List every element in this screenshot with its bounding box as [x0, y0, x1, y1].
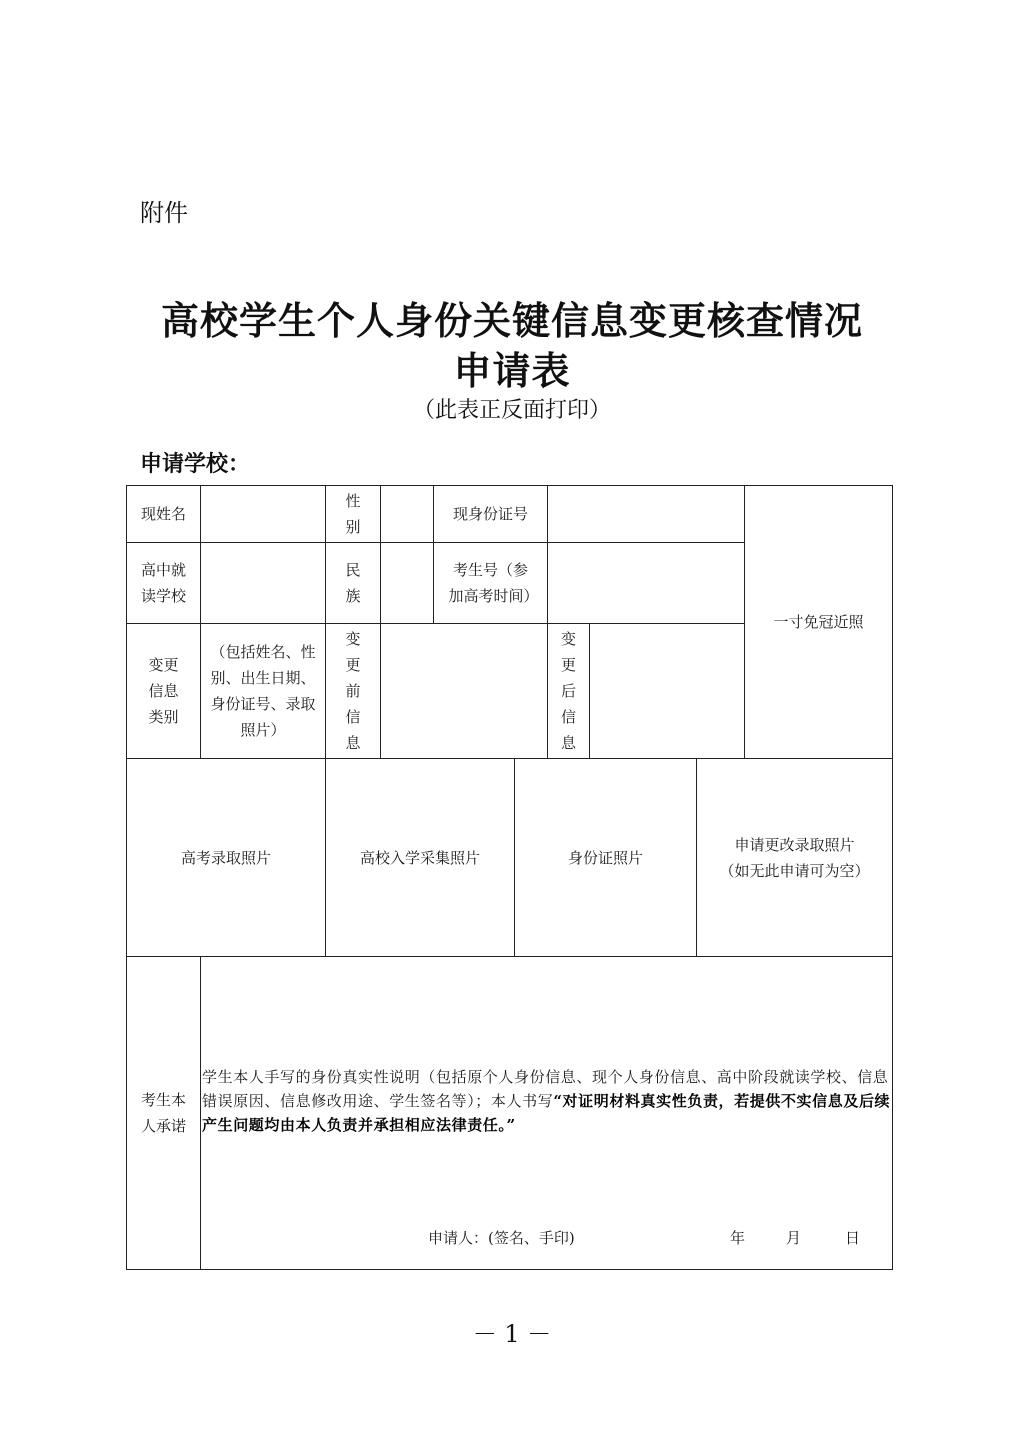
current-id-label: 现身份证号 [452, 505, 528, 523]
ethnicity-label [326, 543, 380, 623]
photo-change-title: 申请更改录取照片 [734, 835, 855, 854]
exam-number-field[interactable] [548, 543, 744, 623]
change-category-label-text: 变更信息类别 [148, 656, 179, 726]
change-category-label [127, 624, 200, 758]
page-number: － 1 － [472, 1320, 552, 1348]
change-category-note-text: （包括姓名、性别、出生日期、身份证号、录取照片） [210, 643, 316, 739]
photo-change-box[interactable] [697, 759, 892, 956]
applicant-signature-label: 申请人：(签名、手印) [428, 1229, 575, 1247]
gender-field[interactable] [381, 486, 433, 542]
exam-number-label-text: 考生号（参加高考时间） [448, 561, 539, 605]
print-note: （此表正反面打印） [412, 398, 611, 423]
pledge-statement: “对证明材料真实性负责，若提供不实信息及后续产生问题均由本人负责并承担相应法律责任。” [202, 1092, 891, 1134]
after-info-label-text: 变更后信息 [560, 630, 576, 752]
pledge-instructions: 学生本人手写的身份真实性说明（包括原个人身份信息、现个人身份信息、高中阶段就读学校、信息错误原因、信息修改用途、学生签名等）；本人书写 [202, 1068, 889, 1110]
after-info-label [548, 624, 589, 758]
day-label: 日 [845, 1229, 861, 1247]
pledge-label [127, 957, 200, 1269]
page-title-line2: 申请表 [453, 349, 571, 393]
change-category-note [201, 624, 325, 758]
photo-enroll-box[interactable]: 高校入学采集照片 [359, 848, 480, 867]
applying-school-label: 申请学校： [140, 452, 251, 477]
year-label: 年 [730, 1229, 746, 1247]
photo-gaokao-box[interactable]: 高考录取照片 [180, 848, 271, 867]
exam-number-label [434, 543, 547, 623]
ethnicity-field[interactable] [381, 543, 433, 623]
ethnicity-label-text: 民族 [345, 561, 361, 605]
current-id-field[interactable] [548, 486, 744, 542]
photo-id-box[interactable]: 身份证照片 [567, 848, 643, 867]
month-label: 月 [786, 1229, 802, 1247]
before-info-field[interactable] [381, 624, 547, 758]
after-info-field[interactable] [590, 624, 744, 758]
pledge-label-text: 考生本人承诺 [140, 1091, 186, 1135]
attachment-label: 附件 [140, 199, 188, 227]
before-info-label-text: 变更前信息 [345, 630, 361, 752]
high-school-field[interactable] [201, 543, 325, 623]
current-name-field[interactable] [201, 486, 325, 542]
before-info-label [326, 624, 380, 758]
page-title-line1: 高校学生个人身份关键信息变更核查情况 [160, 299, 863, 343]
current-name-label: 现姓名 [140, 505, 186, 523]
pledge-text [202, 1065, 892, 1137]
gender-label [326, 486, 380, 542]
high-school-label [127, 543, 200, 623]
gender-label-text: 性别 [345, 492, 361, 536]
photo-change-note: （如无此申请可为空） [719, 861, 870, 880]
high-school-label-text: 高中就读学校 [140, 561, 186, 605]
photo-1inch-box[interactable]: 一寸免冠近照 [773, 613, 864, 631]
